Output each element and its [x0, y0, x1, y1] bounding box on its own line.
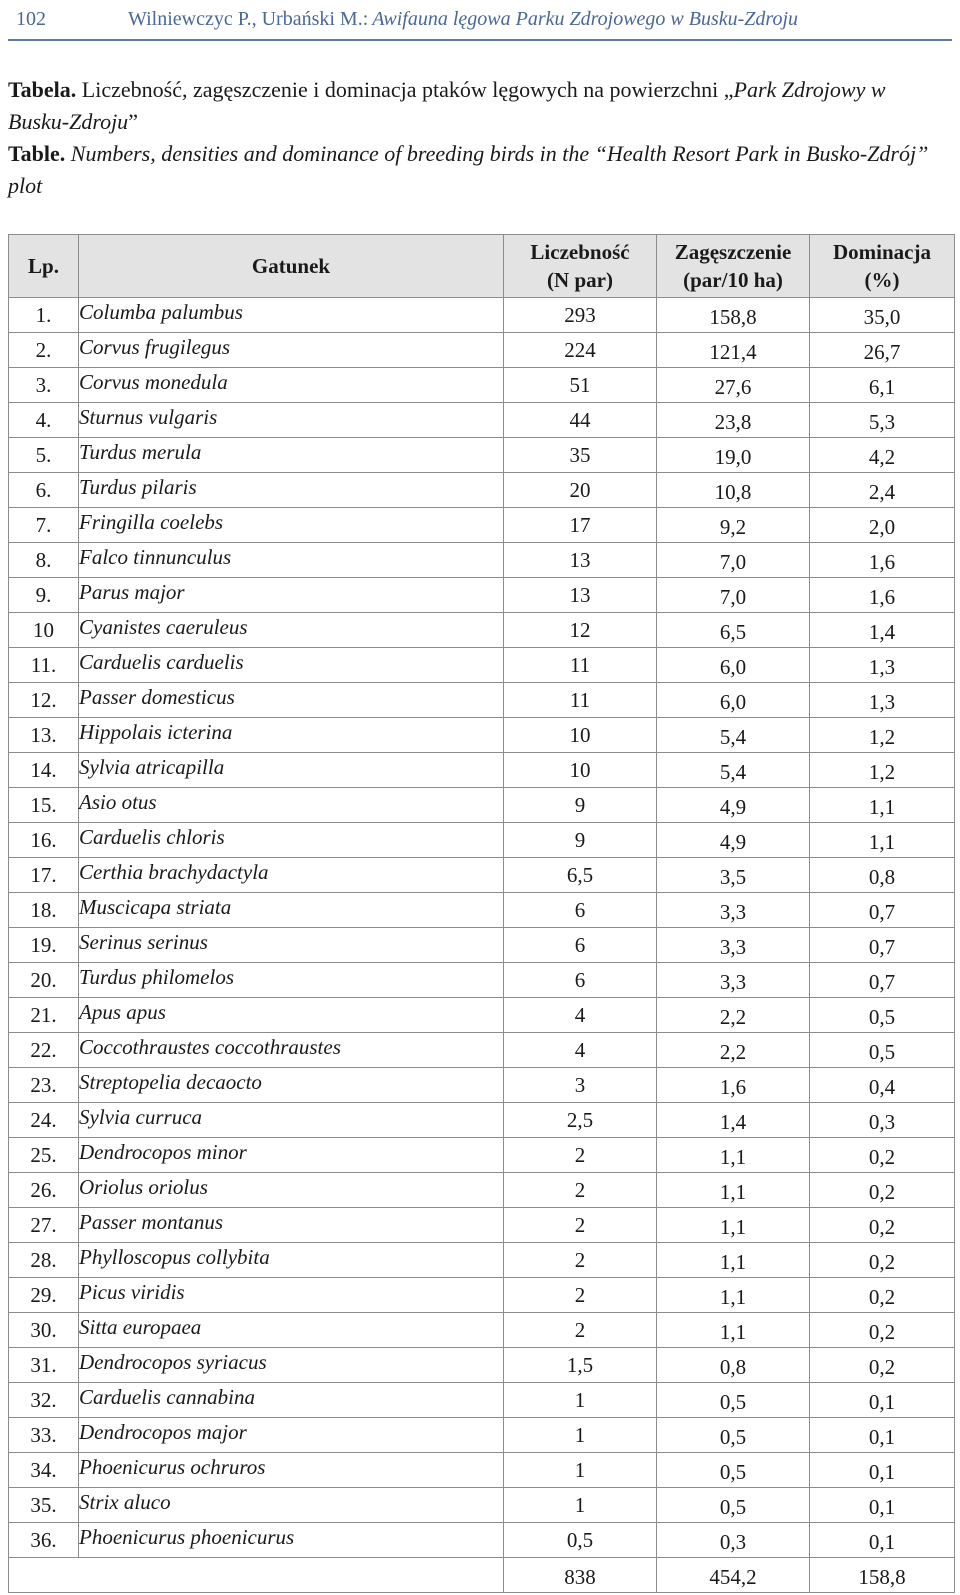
cell-species: Muscicapa striata [79, 893, 504, 928]
cell-density: 1,4 [657, 1103, 810, 1138]
cell-pairs: 9 [504, 823, 657, 858]
cell-pairs: 2 [504, 1208, 657, 1243]
cell-pairs: 1,5 [504, 1348, 657, 1383]
cell-density: 1,1 [657, 1313, 810, 1348]
cell-species: Falco tinnunculus [79, 543, 504, 578]
cell-pairs: 13 [504, 543, 657, 578]
cell-lp: 29. [9, 1278, 79, 1313]
cell-species: Dendrocopos minor [79, 1138, 504, 1173]
cell-dominance: 0,2 [810, 1243, 955, 1278]
cell-density: 0,5 [657, 1453, 810, 1488]
cell-species: Fringilla coelebs [79, 508, 504, 543]
cell-lp: 17. [9, 858, 79, 893]
cell-lp: 36. [9, 1523, 79, 1558]
cell-dominance: 1,6 [810, 543, 955, 578]
column-header-pairs-line1: Liczebność [530, 240, 630, 264]
cell-species: Strix aluco [79, 1488, 504, 1523]
cell-species: Dendrocopos syriacus [79, 1348, 504, 1383]
table-row [9, 1418, 955, 1453]
cell-dominance: 0,2 [810, 1348, 955, 1383]
cell-lp: 23. [9, 1068, 79, 1103]
cell-lp: 15. [9, 788, 79, 823]
cell-density: 0,5 [657, 1418, 810, 1453]
cell-density: 3,3 [657, 893, 810, 928]
table-row [9, 473, 955, 508]
cell-species: Serinus serinus [79, 928, 504, 963]
cell-lp: 14. [9, 753, 79, 788]
cell-dominance: 6,1 [810, 368, 955, 403]
table-row [9, 1383, 955, 1418]
table-row [9, 788, 955, 823]
cell-species: Oriolus oriolus [79, 1173, 504, 1208]
cell-pairs: 293 [504, 298, 657, 333]
cell-density: 6,5 [657, 613, 810, 648]
table-row [9, 718, 955, 753]
table-row [9, 1068, 955, 1103]
cell-density: 3,5 [657, 858, 810, 893]
table-row [9, 963, 955, 998]
cell-density: 2,2 [657, 998, 810, 1033]
column-header-dominance-line1: Dominacja [833, 240, 931, 264]
cell-species: Passer montanus [79, 1208, 504, 1243]
cell-lp: 24. [9, 1103, 79, 1138]
cell-pairs: 3 [504, 1068, 657, 1103]
table-header-row [9, 235, 955, 298]
cell-density: 121,4 [657, 333, 810, 368]
cell-dominance: 0,7 [810, 963, 955, 998]
cell-dominance: 1,4 [810, 613, 955, 648]
cell-lp: 3. [9, 368, 79, 403]
cell-density: 1,1 [657, 1278, 810, 1313]
cell-dominance: 1,3 [810, 683, 955, 718]
cell-species: Turdus pilaris [79, 473, 504, 508]
cell-density: 1,1 [657, 1243, 810, 1278]
cell-density: 9,2 [657, 508, 810, 543]
total-dominance: 158,8 [810, 1558, 955, 1593]
cell-density: 0,5 [657, 1488, 810, 1523]
cell-dominance: 1,6 [810, 578, 955, 613]
table-header [9, 235, 955, 298]
cell-density: 158,8 [657, 298, 810, 333]
cell-density: 7,0 [657, 543, 810, 578]
cell-pairs: 2 [504, 1243, 657, 1278]
caption-english [8, 138, 952, 202]
table-row [9, 998, 955, 1033]
cell-species: Phoenicurus phoenicurus [79, 1523, 504, 1558]
header-authors: Wilniewczyc P., Urbański M.: [128, 8, 369, 30]
table-body [9, 298, 955, 1593]
cell-species: Sylvia atricapilla [79, 753, 504, 788]
cell-lp: 1. [9, 298, 79, 333]
column-header-dominance-line2: (%) [864, 268, 900, 292]
cell-dominance: 0,5 [810, 998, 955, 1033]
cell-species: Coccothraustes coccothraustes [79, 1033, 504, 1068]
cell-pairs: 10 [504, 753, 657, 788]
cell-pairs: 44 [504, 403, 657, 438]
cell-density: 23,8 [657, 403, 810, 438]
cell-lp: 31. [9, 1348, 79, 1383]
cell-lp: 20. [9, 963, 79, 998]
column-header-lp: Lp. [9, 235, 79, 298]
column-header-pairs-line2: (N par) [547, 268, 613, 292]
cell-density: 0,5 [657, 1383, 810, 1418]
cell-lp: 30. [9, 1313, 79, 1348]
cell-dominance: 0,7 [810, 928, 955, 963]
cell-dominance: 1,1 [810, 788, 955, 823]
cell-lp: 2. [9, 333, 79, 368]
cell-lp: 11. [9, 648, 79, 683]
cell-pairs: 4 [504, 1033, 657, 1068]
cell-pairs: 17 [504, 508, 657, 543]
cell-dominance: 0,1 [810, 1488, 955, 1523]
cell-density: 0,8 [657, 1348, 810, 1383]
cell-dominance: 0,2 [810, 1173, 955, 1208]
cell-density: 3,3 [657, 928, 810, 963]
cell-pairs: 6 [504, 928, 657, 963]
table-row [9, 893, 955, 928]
cell-dominance: 1,3 [810, 648, 955, 683]
table-row [9, 1348, 955, 1383]
column-header-dominance [810, 235, 955, 298]
table-row [9, 508, 955, 543]
column-header-species: Gatunek [79, 235, 504, 298]
cell-lp: 18. [9, 893, 79, 928]
cell-density: 0,3 [657, 1523, 810, 1558]
cell-species: Picus viridis [79, 1278, 504, 1313]
cell-pairs: 4 [504, 998, 657, 1033]
cell-pairs: 224 [504, 333, 657, 368]
column-header-pairs [504, 235, 657, 298]
cell-lp: 22. [9, 1033, 79, 1068]
cell-pairs: 51 [504, 368, 657, 403]
column-header-density-line1: Zagęszczenie [674, 240, 792, 264]
cell-species: Corvus frugilegus [79, 333, 504, 368]
cell-species: Corvus monedula [79, 368, 504, 403]
cell-dominance: 0,5 [810, 1033, 955, 1068]
cell-density: 1,1 [657, 1208, 810, 1243]
cell-species: Turdus philomelos [79, 963, 504, 998]
cell-pairs: 20 [504, 473, 657, 508]
cell-dominance: 0,3 [810, 1103, 955, 1138]
table-row [9, 648, 955, 683]
cell-lp: 7. [9, 508, 79, 543]
table-row [9, 1103, 955, 1138]
table-row [9, 823, 955, 858]
cell-dominance: 0,1 [810, 1383, 955, 1418]
table-row [9, 1208, 955, 1243]
cell-pairs: 12 [504, 613, 657, 648]
cell-density: 1,6 [657, 1068, 810, 1103]
cell-pairs: 0,5 [504, 1523, 657, 1558]
cell-density: 4,9 [657, 788, 810, 823]
cell-lp: 25. [9, 1138, 79, 1173]
cell-dominance: 4,2 [810, 438, 955, 473]
cell-pairs: 1 [504, 1418, 657, 1453]
cell-density: 1,1 [657, 1173, 810, 1208]
cell-species: Asio otus [79, 788, 504, 823]
cell-dominance: 0,1 [810, 1418, 955, 1453]
birds-table [8, 234, 955, 1593]
cell-density: 10,8 [657, 473, 810, 508]
cell-lp: 34. [9, 1453, 79, 1488]
table-row [9, 613, 955, 648]
cell-lp: 33. [9, 1418, 79, 1453]
cell-density: 27,6 [657, 368, 810, 403]
cell-lp: 13. [9, 718, 79, 753]
caption-en-label: Table. [8, 141, 66, 166]
cell-lp: 16. [9, 823, 79, 858]
table-row [9, 1033, 955, 1068]
table-row [9, 1488, 955, 1523]
cell-pairs: 2 [504, 1138, 657, 1173]
table-caption [8, 74, 952, 202]
totals-row [9, 1558, 955, 1593]
cell-lp: 35. [9, 1488, 79, 1523]
total-pairs: 838 [504, 1558, 657, 1593]
cell-pairs: 11 [504, 683, 657, 718]
cell-dominance: 0,4 [810, 1068, 955, 1103]
cell-lp: 21. [9, 998, 79, 1033]
cell-dominance: 0,1 [810, 1453, 955, 1488]
cell-lp: 8. [9, 543, 79, 578]
cell-pairs: 6 [504, 893, 657, 928]
column-header-density [657, 235, 810, 298]
cell-lp: 9. [9, 578, 79, 613]
cell-pairs: 13 [504, 578, 657, 613]
column-header-density-line2: (par/10 ha) [683, 268, 783, 292]
table-row [9, 858, 955, 893]
table-row [9, 683, 955, 718]
caption-pl-italic: Park Zdrojowy w Busku-Zdroju [8, 77, 886, 134]
caption-pl-label: Tabela. [8, 77, 77, 102]
cell-pairs: 2,5 [504, 1103, 657, 1138]
cell-pairs: 6,5 [504, 858, 657, 893]
cell-pairs: 35 [504, 438, 657, 473]
cell-dominance: 26,7 [810, 333, 955, 368]
cell-species: Sitta europaea [79, 1313, 504, 1348]
table-row [9, 403, 955, 438]
cell-pairs: 1 [504, 1488, 657, 1523]
cell-species: Columba palumbus [79, 298, 504, 333]
cell-species: Hippolais icterina [79, 718, 504, 753]
cell-lp: 5. [9, 438, 79, 473]
cell-species: Dendrocopos major [79, 1418, 504, 1453]
cell-density: 4,9 [657, 823, 810, 858]
cell-dominance: 35,0 [810, 298, 955, 333]
cell-pairs: 2 [504, 1173, 657, 1208]
table-row [9, 1313, 955, 1348]
cell-pairs: 1 [504, 1453, 657, 1488]
cell-dominance: 0,2 [810, 1208, 955, 1243]
cell-pairs: 9 [504, 788, 657, 823]
cell-dominance: 0,2 [810, 1138, 955, 1173]
cell-species: Turdus merula [79, 438, 504, 473]
page-number: 102 [16, 8, 46, 30]
table-row [9, 1243, 955, 1278]
table-row [9, 1173, 955, 1208]
cell-lp: 27. [9, 1208, 79, 1243]
cell-pairs: 6 [504, 963, 657, 998]
caption-polish [8, 74, 952, 138]
cell-dominance: 1,2 [810, 718, 955, 753]
cell-density: 6,0 [657, 683, 810, 718]
cell-lp: 19. [9, 928, 79, 963]
table-row [9, 298, 955, 333]
table-row [9, 1278, 955, 1313]
cell-lp: 28. [9, 1243, 79, 1278]
cell-species: Parus major [79, 578, 504, 613]
cell-pairs: 2 [504, 1278, 657, 1313]
cell-dominance: 2,0 [810, 508, 955, 543]
cell-dominance: 2,4 [810, 473, 955, 508]
cell-species: Passer domesticus [79, 683, 504, 718]
cell-dominance: 0,1 [810, 1523, 955, 1558]
total-density: 454,2 [657, 1558, 810, 1593]
cell-lp: 26. [9, 1173, 79, 1208]
cell-lp: 12. [9, 683, 79, 718]
cell-species: Phylloscopus collybita [79, 1243, 504, 1278]
totals-label-cell [9, 1558, 504, 1593]
table-row [9, 438, 955, 473]
cell-dominance: 0,7 [810, 893, 955, 928]
cell-lp: 4. [9, 403, 79, 438]
table-row [9, 1138, 955, 1173]
cell-species: Apus apus [79, 998, 504, 1033]
cell-species: Phoenicurus ochruros [79, 1453, 504, 1488]
cell-density: 5,4 [657, 753, 810, 788]
cell-species: Carduelis chloris [79, 823, 504, 858]
cell-species: Cyanistes caeruleus [79, 613, 504, 648]
cell-lp: 6. [9, 473, 79, 508]
cell-species: Sylvia curruca [79, 1103, 504, 1138]
cell-dominance: 5,3 [810, 403, 955, 438]
cell-lp: 10 [9, 613, 79, 648]
table-row [9, 753, 955, 788]
cell-density: 1,1 [657, 1138, 810, 1173]
cell-species: Certhia brachydactyla [79, 858, 504, 893]
cell-pairs: 2 [504, 1313, 657, 1348]
cell-density: 6,0 [657, 648, 810, 683]
table-row [9, 368, 955, 403]
table-row [9, 333, 955, 368]
cell-density: 5,4 [657, 718, 810, 753]
cell-species: Sturnus vulgaris [79, 403, 504, 438]
cell-density: 7,0 [657, 578, 810, 613]
table-row [9, 928, 955, 963]
cell-pairs: 10 [504, 718, 657, 753]
table-row [9, 578, 955, 613]
cell-dominance: 1,1 [810, 823, 955, 858]
cell-density: 19,0 [657, 438, 810, 473]
cell-dominance: 0,8 [810, 858, 955, 893]
cell-pairs: 11 [504, 648, 657, 683]
cell-pairs: 1 [504, 1383, 657, 1418]
cell-dominance: 0,2 [810, 1313, 955, 1348]
cell-dominance: 0,2 [810, 1278, 955, 1313]
table-row [9, 1523, 955, 1558]
table-row [9, 543, 955, 578]
cell-lp: 32. [9, 1383, 79, 1418]
cell-species: Carduelis carduelis [79, 648, 504, 683]
cell-species: Streptopelia decaocto [79, 1068, 504, 1103]
running-header [8, 0, 952, 41]
caption-en-text: Numbers, densities and dominance of breeding birds in the “Health Resort Park in Busko-Zdrój” plot [8, 141, 929, 198]
cell-density: 2,2 [657, 1033, 810, 1068]
cell-species: Carduelis cannabina [79, 1383, 504, 1418]
cell-dominance: 1,2 [810, 753, 955, 788]
header-title: Awifauna lęgowa Parku Zdrojowego w Busku-Zdroju [372, 8, 799, 30]
table-row [9, 1453, 955, 1488]
caption-pl-text: Liczebność, zagęszczenie i dominacja ptaków lęgowych na powierzchni „ [76, 77, 734, 102]
caption-pl-close: ” [128, 109, 138, 134]
cell-density: 3,3 [657, 963, 810, 998]
